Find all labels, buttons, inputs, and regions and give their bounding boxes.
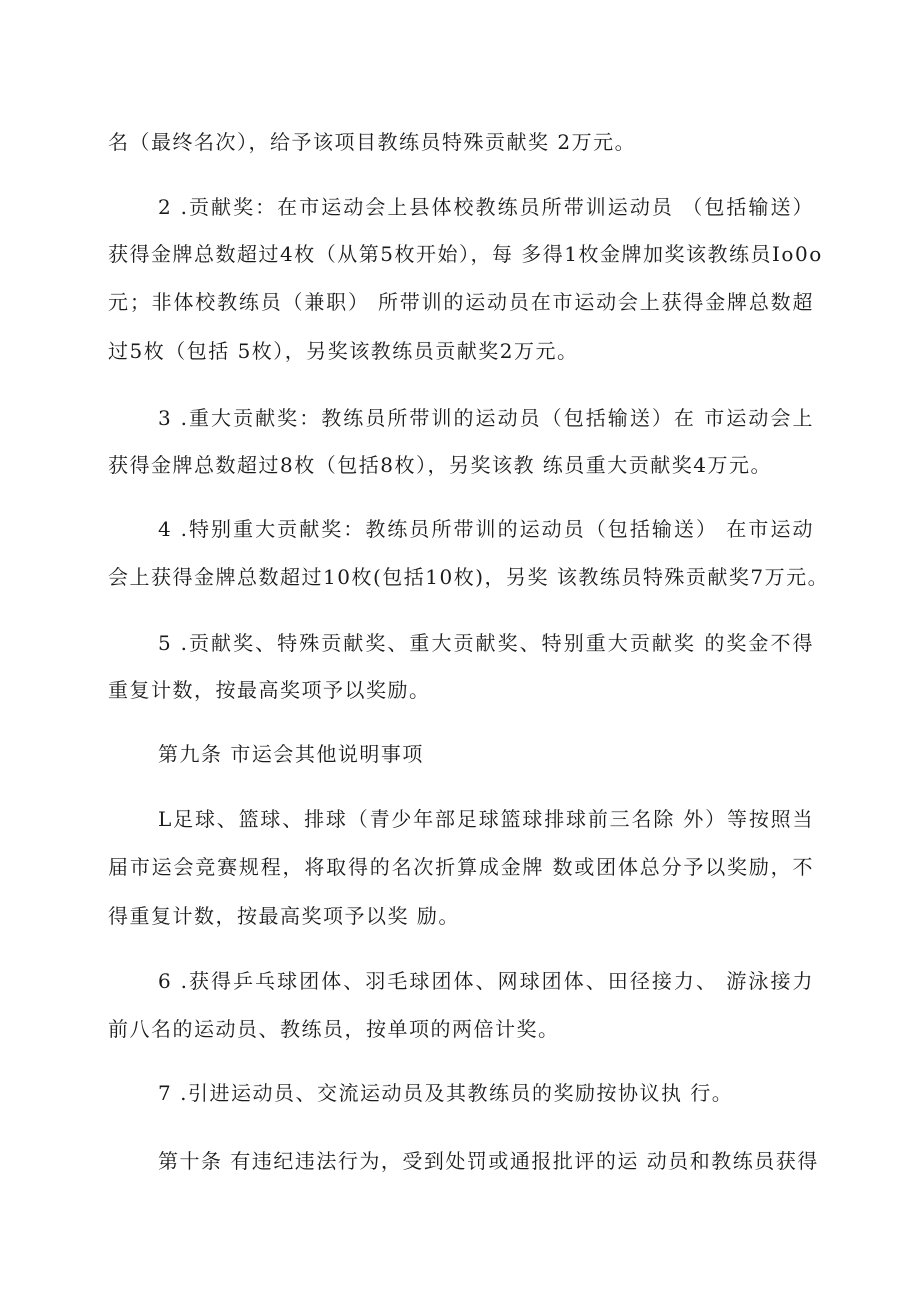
text-line-17: 前八名的运动员、教练员，按单项的两倍计奖。: [108, 1017, 560, 1041]
text-line-7: 获得金牌总数超过8枚（包括8枚），另奖该教 练员重大贡献奖4万元。: [108, 453, 773, 477]
text-line-4: 元；非体校教练员（兼职） 所带训的运动员在市运动会上获得金牌总数超: [108, 290, 814, 314]
text-line-15: 得重复计数，按最高奖项予以奖 励。: [108, 904, 460, 928]
text-line-18: 7 .引进运动员、交流运动员及其教练员的奖励按协议执 行。: [158, 1081, 734, 1105]
text-line-13: L足球、篮球、排球（青少年部足球篮球排球前三名除 外）等按照当: [158, 807, 814, 831]
text-line-9: 会上获得金牌总数超过10枚(包括10枚)，另奖 该教练员特殊贡献奖7万元。: [108, 565, 830, 589]
text-line-10: 5 .贡献奖、特殊贡献奖、重大贡献奖、特别重大贡献奖 的奖金不得: [158, 631, 814, 655]
text-line-14: 届市运会竞赛规程，将取得的名次折算成金牌 数或团体总分予以奖励，不: [108, 855, 814, 879]
text-line-11: 重复计数，按最高奖项予以奖励。: [108, 678, 431, 702]
section-heading-article-9: 第九条 市运会其他说明事项: [158, 742, 424, 766]
text-line-5: 过5枚（包括 5枚），另奖该教练员贡献奖2万元。: [108, 339, 579, 363]
text-line-3: 获得金牌总数超过4枚（从第5枚开始），每 多得1枚金牌加奖该教练员Io0o: [108, 242, 823, 266]
text-line-2: 2 .贡献奖：在市运动会上县体校教练员所带训运动员 （包括输送）: [158, 195, 814, 219]
text-line-1: 名（最终名次），给予该项目教练员特殊贡献奖 2万元。: [108, 130, 637, 154]
section-heading-article-10: 第十条 有违纪违法行为，受到处罚或通报批评的运 动员和教练员获得: [158, 1149, 819, 1173]
text-line-8: 4 .特别重大贡献奖：教练员所带训的运动员（包括输送） 在市运动: [158, 517, 814, 541]
text-line-16: 6 .获得乒乓球团体、羽毛球团体、网球团体、田径接力、 游泳接力: [158, 969, 814, 993]
text-line-6: 3 .重大贡献奖：教练员所带训的运动员（包括输送）在 市运动会上: [158, 406, 814, 430]
